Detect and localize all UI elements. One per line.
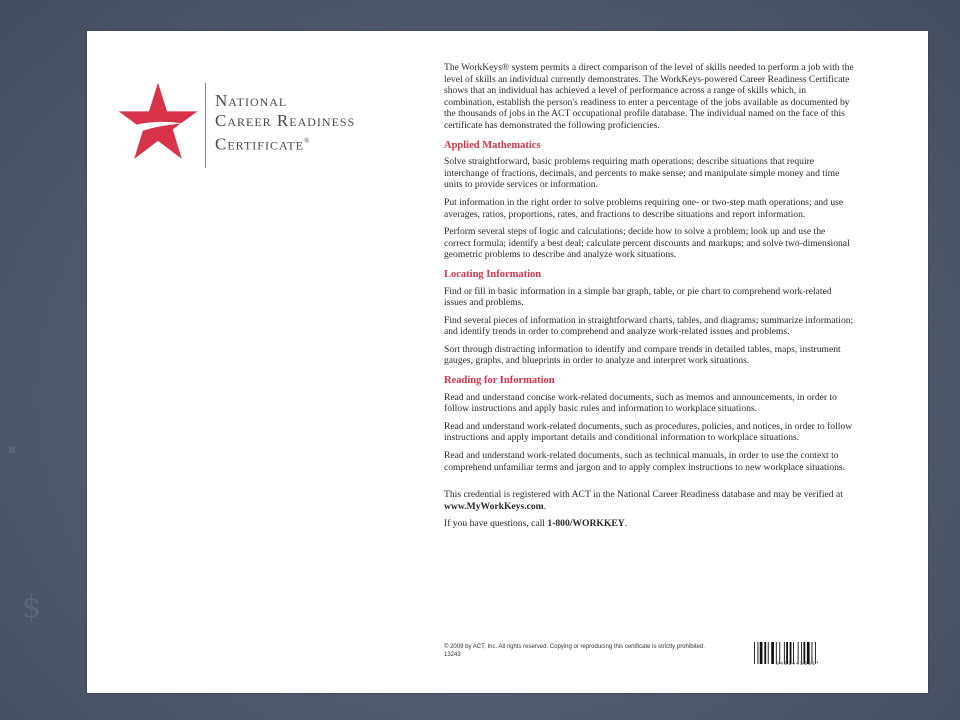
section-paragraph: Put information in the right order to solve problems requiring one- or two-step math operations; and use averages, ratios, proportions, rates, and fractions to describe situations and report information. <box>444 196 844 220</box>
logo-line-career-readiness: Career Readiness <box>215 111 356 130</box>
ncrc-logo <box>117 81 437 176</box>
background-ornament: $ <box>22 590 42 625</box>
section-paragraph: Read and understand work-related documents, such as technical manuals, in order to use the context to comprehend unfamiliar terms and jargon and to apply complex instructions to new workplace situations. <box>444 450 846 473</box>
section-paragraph: Find or fill in basic information in a simple bar graph, table, or pie chart to comprehend work-related issues and problems. <box>444 285 832 309</box>
form-code: 13243 <box>444 652 461 658</box>
credential-text: This credential is registered with ACT in the National Career Readiness database and may be verified at <box>444 489 843 501</box>
barcode-text: *0411445551* <box>771 661 820 667</box>
section-paragraph: Read and understand concise work-related documents, such as memos and announcements, in order to follow instructions and apply basic rules and information to workplace situations. <box>444 391 837 415</box>
section-heading-reading-for-information: Reading for Information <box>444 375 555 387</box>
certificate-text <box>444 62 854 536</box>
logo-wordmark <box>215 91 355 155</box>
logo-line-national: National <box>215 91 288 110</box>
questions-text: If you have questions, call <box>444 518 548 530</box>
section-paragraph: Find several pieces of information in straightforward charts, tables, and diagrams; summarize information; and identify trends in order to comprehend and analyze work-related issues and problems. <box>444 314 854 338</box>
copyright-footer <box>444 643 764 659</box>
section-paragraph: Sort through distracting information to identify and compare trends in detailed tables, maps, instrument gauges, graphs, and blueprints in order to analyze and interpret work situations. <box>444 343 841 367</box>
phone-number: 1-800/WORKKEY <box>547 518 625 530</box>
section-paragraph: Read and understand work-related documents, such as procedures, policies, and notices, in order to follow instructions and apply important details and conditional information to workplace situations. <box>444 420 853 444</box>
copyright-text: © 2009 by ACT, Inc. All rights reserved. Copying or reproducing this certificate is strictly prohibited. <box>444 644 705 650</box>
questions-paragraph: If you have questions, call 1-800/WORKKEY. <box>444 518 628 530</box>
logo-divider <box>205 83 206 168</box>
section-paragraph: Solve straightforward, basic problems requiring math operations; describe situations that require interchange of fractions, decimals, and percents to make sense; and manipulate simple money and time units to provide services or information. <box>444 156 840 191</box>
certificate-page <box>87 31 928 693</box>
intro-paragraph: The WorkKeys® system permits a direct comparison of the level of skills needed to perform a job with the level of skills an individual currently demonstrates. The WorkKeys-powered Career Readiness Certificate shows that an individual has achieved a level of performance across a range of skills which, in combination, establish the person's readiness to enter a percentage of the jobs available as documented by the thousands of jobs in the ACT occupational profile database. The individual named on the face of this certificate has demonstrated the following proficiencies. <box>444 62 854 131</box>
section-heading-locating-information: Locating Information <box>444 268 542 280</box>
background-ornament: ✦ <box>0 437 26 464</box>
registered-mark: ® <box>303 137 311 145</box>
star-logo-icon <box>117 81 199 163</box>
logo-line-certificate: Certificate <box>215 134 304 154</box>
verify-url: www.MyWorkKeys.com <box>444 500 544 512</box>
section-paragraph: Perform several steps of logic and calculations; decide how to solve a problem; look up and use the correct formula; identify a best deal; calculate percent discounts and markups; and solve two-dimensional geometric problems to describe and analyze work situations. <box>444 226 850 261</box>
section-heading-applied-mathematics: Applied Mathematics <box>444 139 541 151</box>
credential-paragraph: This credential is registered with ACT in the National Career Readiness database and may be verified at www.MyWorkKeys.com. <box>444 489 843 512</box>
